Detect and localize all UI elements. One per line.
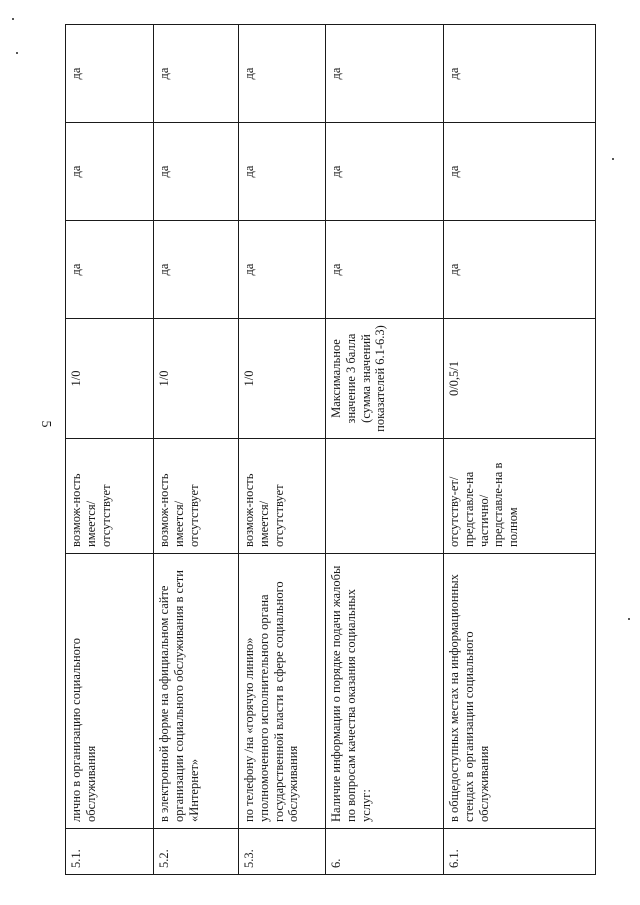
- answer-cell: да: [154, 221, 239, 319]
- row-number: 6.: [326, 829, 444, 875]
- table-row: [239, 25, 326, 875]
- criterion-name: Наличие информации о порядке подачи жалобы по вопросам качества оказания социальных услуг:: [326, 554, 444, 829]
- criterion-name: в общедоступных местах на информационных стендах в организации социального обслуживания: [444, 554, 596, 829]
- answer-cell: да: [444, 25, 596, 123]
- row-number: 5.3.: [239, 829, 326, 875]
- scan-speck: [16, 52, 18, 54]
- criterion-name: лично в организацию социального обслуживания: [66, 554, 154, 829]
- answer-cell: да: [326, 221, 444, 319]
- measurement-unit: отсутству-ет/ представле-на частично/ представле-на в полном: [444, 439, 596, 554]
- answer-cell: да: [444, 221, 596, 319]
- row-number: 5.2.: [154, 829, 239, 875]
- answer-cell: да: [444, 123, 596, 221]
- row-number: 5.1.: [66, 829, 154, 875]
- criteria-table-wrapper: [65, 25, 595, 875]
- answer-cell: да: [66, 221, 154, 319]
- answer-cell: да: [326, 25, 444, 123]
- table-row: [66, 25, 154, 875]
- score-value: 0/0,5/1: [444, 319, 596, 439]
- page-number: 5: [38, 420, 53, 428]
- criteria-table: [65, 24, 596, 875]
- score-value: 1/0: [239, 319, 326, 439]
- measurement-unit: [326, 439, 444, 554]
- measurement-unit: возмож-ность имеется/ отсутствует: [66, 439, 154, 554]
- scan-speck: [628, 618, 630, 620]
- answer-cell: да: [66, 123, 154, 221]
- answer-cell: да: [239, 221, 326, 319]
- table-row: [444, 25, 596, 875]
- scan-speck: [12, 18, 14, 20]
- score-value: 1/0: [66, 319, 154, 439]
- answer-cell: да: [239, 25, 326, 123]
- measurement-unit: возмож-ность имеется/ отсутствует: [239, 439, 326, 554]
- criterion-name: в электронной форме на официальном сайте организации социального обслуживания в сети «Интернет»: [154, 554, 239, 829]
- table-row: [326, 25, 444, 875]
- row-number: 6.1.: [444, 829, 596, 875]
- scan-speck: [612, 158, 614, 160]
- score-value: 1/0: [154, 319, 239, 439]
- criterion-name: по телефону /на «горячую линию» уполномоченного исполнительного органа государственной власти в сфере социального обслуживания: [239, 554, 326, 829]
- answer-cell: да: [154, 123, 239, 221]
- answer-cell: да: [326, 123, 444, 221]
- table-row: [154, 25, 239, 875]
- measurement-unit: возмож-ность имеется/ отсутствует: [154, 439, 239, 554]
- score-value: Максимальное значение 3 балла (сумма значений показателей 6.1-6.3): [326, 319, 444, 439]
- answer-cell: да: [66, 25, 154, 123]
- answer-cell: да: [239, 123, 326, 221]
- answer-cell: да: [154, 25, 239, 123]
